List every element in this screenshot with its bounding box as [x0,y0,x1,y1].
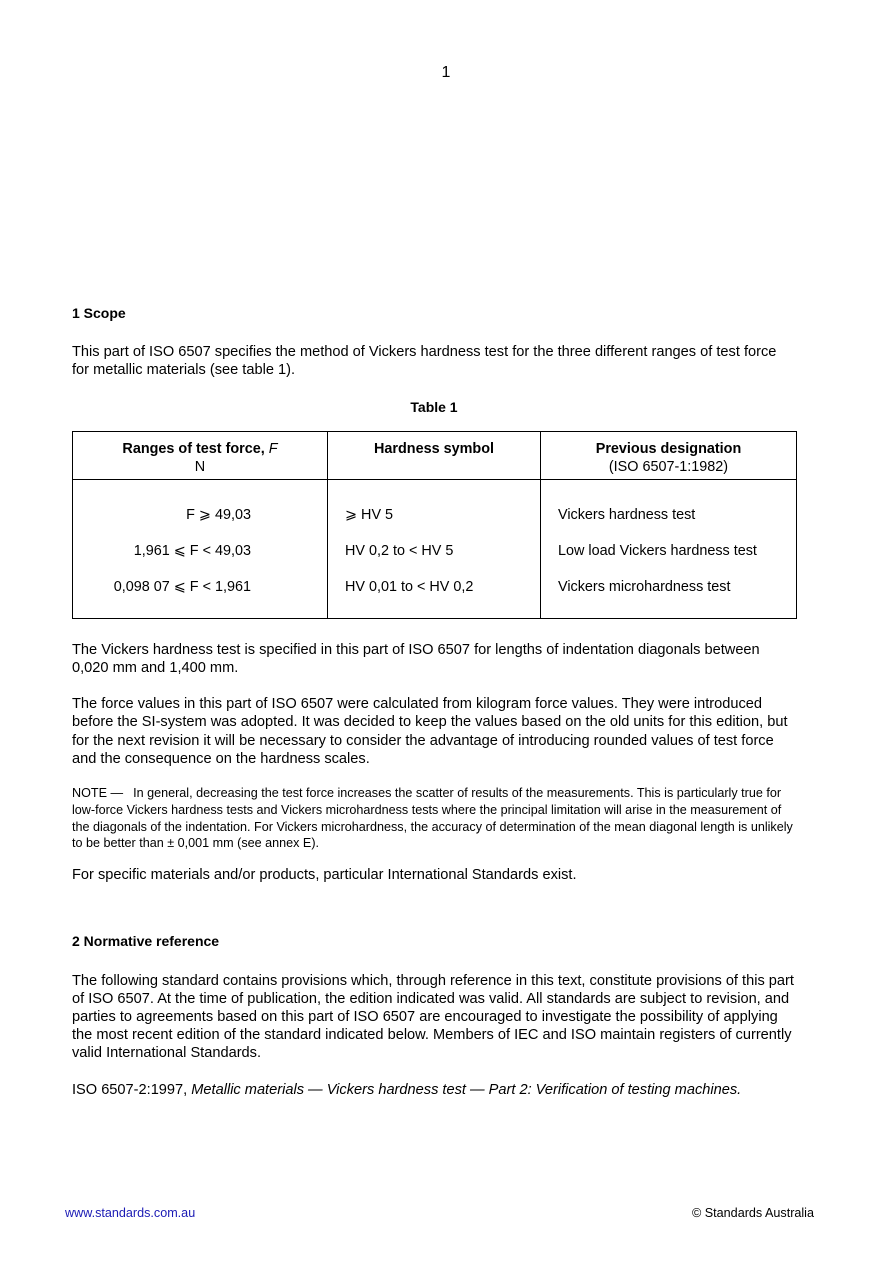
note-text: In general, decreasing the test force increases the scatter of results of the measurements. This is particularly true for low-force Vickers hardness tests and Vickers microhardness tests where the principal limitation will arise in the measurement of the diagonals of the indentation. For Vickers microhardness, the accuracy of determination of the mean diagonal length is unlikely to be better than ± 0,001 mm (see annex E). [72,786,793,851]
table-cell-symbol: HV 0,01 to < HV 0,2 [328,569,541,619]
test-force-table [72,431,797,619]
table-header-previous [541,431,797,479]
table-header-range [73,431,328,479]
header-range-label: Ranges of test force, [122,440,269,457]
table-row [73,569,797,619]
table-header-symbol [328,431,541,479]
footer-copyright: © Standards Australia [692,1206,814,1220]
header-range-variable: F [268,440,278,457]
header-previous-label: Previous designation [595,440,742,457]
document-body [72,304,796,1099]
scope-intro-paragraph: This part of ISO 6507 specifies the method of Vickers hardness test for the three different ranges of test force for metallic materials (see table 1). [72,344,777,379]
header-range-unit: N [194,458,206,475]
note-paragraph [72,785,796,852]
reference-title: Metallic materials — Vickers hardness test — Part 2: Verification of testing machines. [191,1081,742,1098]
table-title: Table 1 [410,398,458,415]
header-symbol-label: Hardness symbol [374,440,494,457]
table-row [73,533,797,569]
section-heading-normative-reference: 2 Normative reference [72,933,220,950]
diagonals-paragraph: The Vickers hardness test is specified in this part of ISO 6507 for lengths of indentation diagonals between 0,020 mm and 1,400 mm. [72,641,760,677]
header-previous-ref: (ISO 6507-1:1982) [608,458,729,475]
force-values-paragraph: The force values in this part of ISO 6507 were calculated from kilogram force values. They were introduced before the SI-system was adopted. It was decided to keep the values based on the old units for this edition, but for the next revision it will be necessary to consider the advantage of introducing rounded values of test force and the consequence on the hardness scales. [72,696,788,767]
reference-id: ISO 6507-2:1997, [72,1081,192,1098]
table-cell-range: F ⩾ 49,03 [73,479,328,533]
specific-materials-paragraph: For specific materials and/or products, particular International Standards exist. [72,867,577,884]
table-row [73,479,797,533]
table-cell-range: 0,098 07 ⩽ F < 1,961 [73,569,328,619]
table-cell-previous: Vickers microhardness test [541,569,797,619]
table-cell-symbol: ⩾ HV 5 [328,479,541,533]
table-cell-symbol: HV 0,2 to < HV 5 [328,533,541,569]
note-label: NOTE — [72,786,124,801]
normative-reference-paragraph: The following standard contains provisions which, through reference in this text, constitute provisions of this part of ISO 6507. At the time of publication, the edition indicated was valid. All standards are subject to revision, and parties to agreements based on this part of ISO 6507 are encouraged to investigate the possibility of applying the most recent edition of the standard indicated below. Members of IEC and ISO maintain registers of currently valid International Standards. [72,972,794,1062]
reference-citation [72,1081,796,1099]
table-header-row [73,431,797,479]
table-cell-range: 1,961 ⩽ F < 49,03 [73,533,328,569]
table-cell-previous: Vickers hardness test [541,479,797,533]
page-number: 1 [441,64,451,81]
footer-website-link[interactable]: www.standards.com.au [65,1206,196,1220]
table-cell-previous: Low load Vickers hardness test [541,533,797,569]
section-heading-scope: 1 Scope [72,305,126,321]
